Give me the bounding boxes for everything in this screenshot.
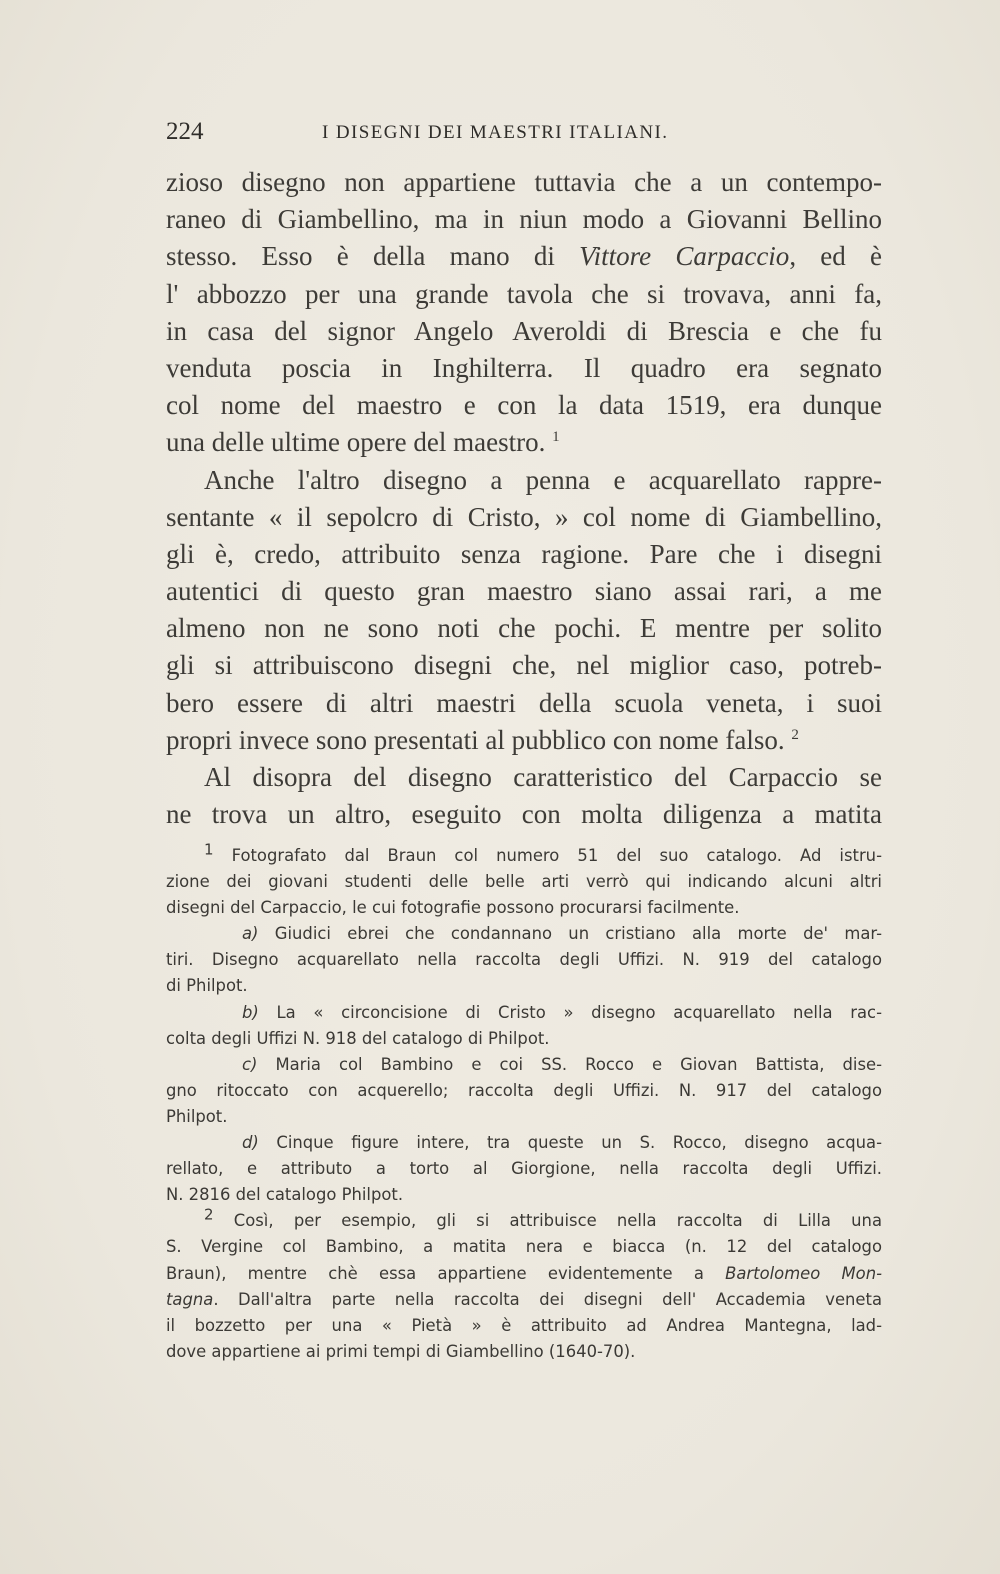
- text-line: sentante « il sepolcro di Cristo, » col nome di Giambellino,: [166, 501, 882, 532]
- item-letter: c): [242, 1054, 258, 1074]
- text-run: , ed è: [789, 241, 882, 272]
- text-line: gli è, credo, attribuito senza ragione. Pare che i disegni: [166, 538, 882, 569]
- artist-name-italic: Bartolomeo Mon-: [725, 1263, 882, 1283]
- text-line: l' abbozzo per una grande tavola che si trovava, anni fa,: [166, 278, 882, 309]
- page-header: [166, 118, 882, 148]
- footnote-line: di Philpot.: [166, 976, 248, 996]
- item-letter: b): [242, 1002, 259, 1022]
- footnote-mark: 2: [204, 1205, 214, 1224]
- text-line: zioso disegno non appartiene tuttavia che a un contempo-: [166, 167, 882, 197]
- footnote-ref-2: 2: [791, 726, 799, 743]
- text-run: propri invece sono presentati al pubblico con nome falso.: [166, 724, 785, 755]
- footnote-mark: 1: [204, 840, 214, 859]
- text-run: Maria col Bambino e coi SS. Rocco e Giovan Battista, dise-: [275, 1054, 882, 1074]
- artist-name-italic: Vittore Carpaccio: [579, 241, 790, 272]
- text-line: bero essere di altri maestri della scuola veneta, i suoi: [166, 687, 882, 718]
- item-letter: d): [242, 1133, 259, 1153]
- footnote-line: [166, 1287, 882, 1313]
- item-letter: a): [242, 924, 259, 944]
- footnote-line: il bozzetto per una « Pietà » è attribuito ad Andrea Mantegna, lad-: [166, 1315, 882, 1335]
- text-line: Al disopra del disegno caratteristico del Carpaccio se: [204, 762, 882, 792]
- footnote-line: gno ritoccato con acquerello; raccolta degli Uffizi. N. 917 del catalogo: [166, 1080, 882, 1100]
- footnote-ref-1: 1: [552, 429, 560, 446]
- page-number: 224: [166, 118, 204, 145]
- footnote-line: S. Vergine col Bambino, a matita nera e biacca (n. 12 del catalogo: [166, 1237, 882, 1257]
- footnote-line: dove appartiene ai primi tempi di Giambellino (1640-70).: [166, 1341, 636, 1361]
- text-run: Fotografato dal Braun col numero 51 del suo catalogo. Ad istru-: [231, 846, 882, 865]
- text-line: almeno non ne sono noti che pochi. E mentre per solito: [166, 613, 882, 644]
- footnote-line: disegni del Carpaccio, le cui fotografie possono procurarsi facilmente.: [166, 898, 740, 918]
- footnote-line: rellato, e attributo a torto al Giorgione, nella raccolta degli Uffizi.: [166, 1159, 882, 1179]
- text-run: Giudici ebrei che condannano un cristiano alla morte de' mar-: [274, 924, 882, 944]
- footnote-line: [166, 1130, 882, 1156]
- running-title: I DISEGNI DEI MAESTRI ITALIANI.: [322, 122, 669, 143]
- text-line: raneo di Giambellino, ma in niun modo a Giovanni Bellino: [166, 204, 882, 235]
- text-line: ne trova un altro, eseguito con molta diligenza a matita: [166, 799, 882, 830]
- footnote-line: zione dei giovani studenti delle belle arti verrò qui indicando alcuni altri: [166, 872, 882, 892]
- text-line: Anche l'altro disegno a penna e acquarellato rappre-: [204, 464, 882, 495]
- main-text: [166, 164, 882, 833]
- text-line: in casa del signor Angelo Averoldi di Brescia e che fu: [166, 315, 882, 346]
- footnote-line: N. 2816 del catalogo Philpot.: [166, 1185, 404, 1205]
- text-run: Braun), mentre chè essa appartiene evidentemente a: [166, 1263, 726, 1283]
- artist-name-italic: tagna: [166, 1289, 214, 1309]
- footnote-line: [166, 1000, 882, 1026]
- footnote-line: tiri. Disegno acquarellato nella raccolta degli Uffizi. N. 919 del catalogo: [166, 950, 882, 970]
- text-line: col nome del maestro e con la data 1519, era dunque: [166, 390, 882, 421]
- text-run: . Dall'altra parte nella raccolta dei disegni dell' Accademia veneta: [213, 1289, 882, 1309]
- text-line: [166, 424, 882, 461]
- footnote-line: [166, 1261, 882, 1287]
- text-run: La « circoncisione di Cristo » disegno acquarellato nella rac-: [276, 1002, 882, 1022]
- footnote-line: Philpot.: [166, 1106, 228, 1126]
- footnote-line: [166, 1205, 882, 1234]
- footnotes: [166, 840, 882, 1365]
- text-run: Cinque figure intere, tra queste un S. Rocco, disegno acqua-: [276, 1133, 882, 1153]
- text-run: una delle ultime opere del maestro.: [166, 427, 546, 458]
- text-run: Così, per esempio, gli si attribuisce nella raccolta di Lilla una: [233, 1211, 882, 1231]
- text-run: stesso. Esso è della mano di: [166, 241, 580, 272]
- text-line: gli si attribuiscono disegni che, nel miglior caso, potreb-: [166, 650, 882, 681]
- text-line: venduta poscia in Inghilterra. Il quadro era segnato: [166, 352, 882, 383]
- text-line: [166, 722, 882, 759]
- footnote-line: [166, 840, 882, 869]
- footnote-line: [166, 1052, 882, 1078]
- text-line: autentici di questo gran maestro siano assai rari, a me: [166, 576, 882, 607]
- footnote-line: [166, 921, 882, 947]
- text-line: [166, 238, 882, 275]
- footnote-line: colta degli Uffizi N. 918 del catalogo di Philpot.: [166, 1028, 550, 1048]
